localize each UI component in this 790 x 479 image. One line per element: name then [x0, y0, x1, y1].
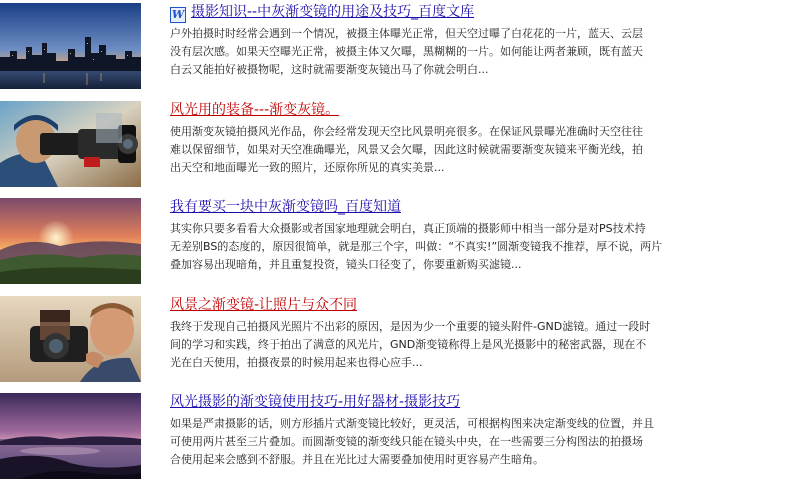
snippet-line: 没有层次感。如果天空曝光正常，被摄主体又欠曝，黑糊糊的一片。如何能让两者兼顾，既有蓝天 — [170, 45, 643, 58]
result-3-title-text[interactable]: 我有要买一块中灰渐变镜吗_百度知道 — [170, 199, 401, 215]
snippet-line: 间的学习和实践，终于拍出了满意的风光片，GND渐变镜称得上是风光摄影中的秘密武器，现在不 — [170, 338, 647, 351]
snippet-line: 叠加容易出现暗角，并且重复投资，镜头口径变了，你要重新购买滤镜... — [170, 258, 522, 271]
snippet-line: 我终于发现自己拍摄风光照片不出彩的原因，是因为少一个重要的镜头附件-GND滤镜。通过一段时 — [170, 320, 651, 333]
baidu-wenku-w-icon: W — [171, 8, 185, 21]
result-2 — [0, 101, 790, 187]
result-5 — [0, 393, 790, 479]
snippet-line: 光在白天使用，拍摄夜景的时候用起来也得心应手... — [170, 356, 423, 369]
result-4 — [0, 296, 790, 382]
snippet-line: 可使用两片甚至三片叠加。而圆渐变镜的渐变线只能在镜头中央，在一些需要三分构图法的拍摄场 — [170, 435, 643, 448]
snippet-line: 出天空和地面曝光一致的照片，还原你所见的真实美景... — [170, 161, 445, 174]
snippet-line: 户外拍摄时时经常会遇到一个情况，被摄主体曝光正常，但天空过曝了白花花的一片，蓝天、云层 — [170, 27, 643, 40]
snippet-line: 其实你只要多看看大众摄影或者国家地理就会明白，真正顶端的摄影师中相当一部分是对PS技术持 — [170, 222, 646, 235]
result-2-title-link[interactable] — [170, 101, 339, 119]
result-3-thumbnail[interactable] — [0, 198, 141, 284]
result-5-snippet — [170, 415, 740, 469]
result-4-title-link[interactable] — [170, 296, 357, 314]
snippet-line: 无差别BS的态度的，原因很简单，就是那三个字，叫做：“不真实!”圆渐变镜我不推荐，厚不说，两片 — [170, 240, 663, 253]
result-1-title-text[interactable]: 摄影知识--中灰渐变镜的用途及技巧_百度文库 — [191, 4, 475, 20]
result-3 — [0, 198, 790, 284]
snippet-line: 合使用起来会感到不舒服。并且在光比过大需要叠加使用时更容易产生暗角。 — [170, 453, 544, 466]
result-1 — [0, 3, 790, 89]
snippet-line: 难以保留细节，如果对天空准确曝光，风景又会欠曝，因此这时候就需要渐变灰镜来平衡光线，拍 — [170, 143, 643, 156]
result-5-title-link[interactable] — [170, 393, 460, 411]
snippet-line: 白云又能拍好被摄物呢，这时就需要渐变灰镜出马了你就会明白... — [170, 63, 489, 76]
result-1-thumbnail[interactable] — [0, 3, 141, 89]
result-1-title-link[interactable] — [170, 3, 474, 21]
result-5-thumbnail[interactable] — [0, 393, 141, 479]
result-3-snippet — [170, 220, 740, 274]
result-2-title-text[interactable]: 风光用的装备---渐变灰镜。 — [170, 102, 340, 118]
result-2-thumbnail[interactable] — [0, 101, 141, 187]
snippet-line: 如果是严肃摄影的话，则方形插片式渐变镜比较好，更灵活，可根据构图来决定渐变线的位置，并且 — [170, 417, 654, 430]
result-2-snippet — [170, 123, 740, 177]
result-4-snippet — [170, 318, 740, 372]
result-3-title-link[interactable] — [170, 198, 401, 216]
result-4-thumbnail[interactable] — [0, 296, 141, 382]
result-4-title-text[interactable]: 风景之渐变镜-让照片与众不同 — [170, 297, 358, 313]
snippet-line: 使用渐变灰镜拍摄风光作品，你会经常发现天空比风景明亮很多。在保证风景曝光准确时天空往往 — [170, 125, 643, 138]
result-5-title-text[interactable]: 风光摄影的渐变镜使用技巧-用好器材-摄影技巧 — [170, 394, 461, 410]
result-1-snippet — [170, 25, 740, 79]
